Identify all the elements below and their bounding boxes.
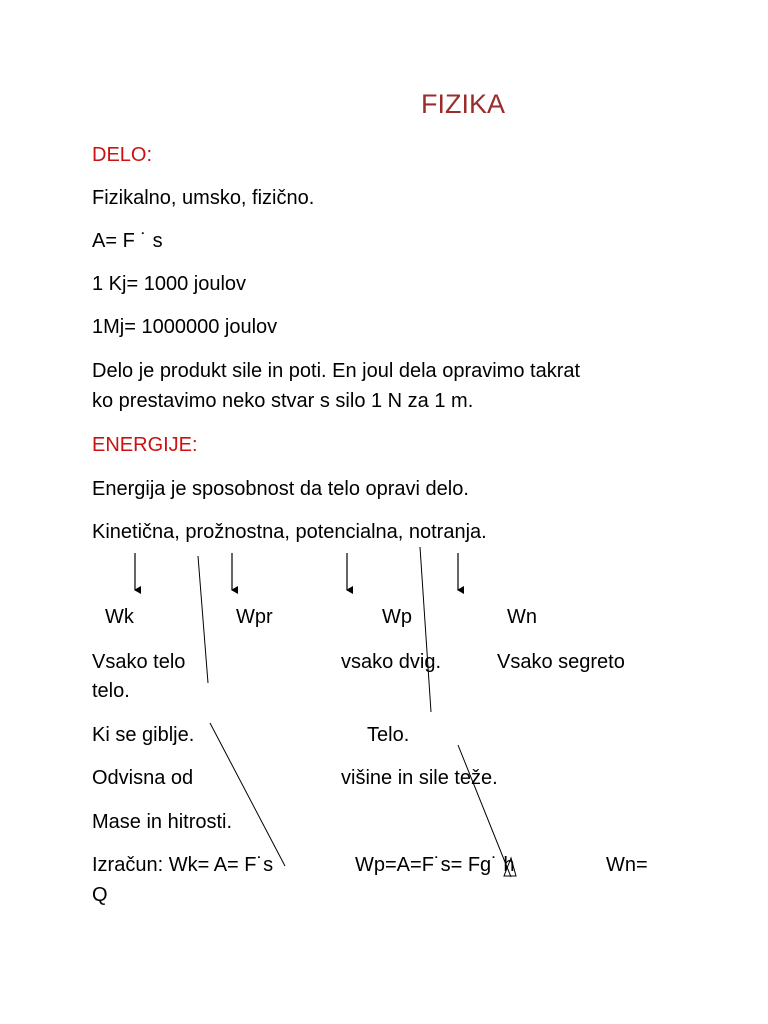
energy-types: Kinetična, prožnostna, potencialna, notranja.	[92, 521, 487, 543]
wp-formula: Wp=A=F˙s= Fg˙ h	[355, 854, 515, 876]
delo-definition-line-2: ko prestavimo neko stvar s silo 1 N za 1 m.	[92, 390, 474, 412]
mase-text: Mase in hitrosti.	[92, 811, 233, 833]
vsako-dvig-text: vsako dvig.	[341, 651, 442, 673]
label-wk: Wk	[105, 606, 134, 628]
izracun-wk: Izračun: Wk= A= F˙s	[92, 854, 274, 876]
megajoule-line: 1Mj= 1000000 joulov	[92, 316, 278, 338]
label-wpr: Wpr	[236, 606, 273, 628]
energije-heading: ENERGIJE:	[92, 434, 198, 456]
label-wp: Wp	[382, 606, 412, 628]
label-wn: Wn	[507, 606, 537, 628]
telo-wrap-text: telo.	[92, 680, 130, 702]
page-title: FIZIKA	[421, 89, 506, 119]
down-arrows	[135, 553, 458, 590]
ki-se-giblje-text: Ki se giblje.	[92, 724, 195, 746]
visine-text: višine in sile teže.	[341, 767, 498, 789]
delo-formula: A= F ˙ s	[92, 230, 163, 252]
vsako-segreto-text: Vsako segreto	[497, 651, 625, 673]
wn-formula: Wn=	[606, 854, 648, 876]
telo-text: Telo.	[367, 724, 410, 746]
delo-definition-line-1: Delo je produkt sile in poti. En joul dela opravimo takrat	[92, 360, 581, 382]
energija-definition: Energija je sposobnost da telo opravi delo.	[92, 478, 469, 500]
diagonal-lines	[198, 547, 511, 877]
delo-heading: DELO:	[92, 144, 153, 166]
delo-types: Fizikalno, umsko, fizično.	[92, 187, 315, 209]
odvisna-od-text: Odvisna od	[92, 767, 194, 789]
vsako-telo-text: Vsako telo	[92, 651, 186, 673]
q-text: Q	[92, 884, 108, 906]
kilojoule-line: 1 Kj= 1000 joulov	[92, 273, 247, 295]
